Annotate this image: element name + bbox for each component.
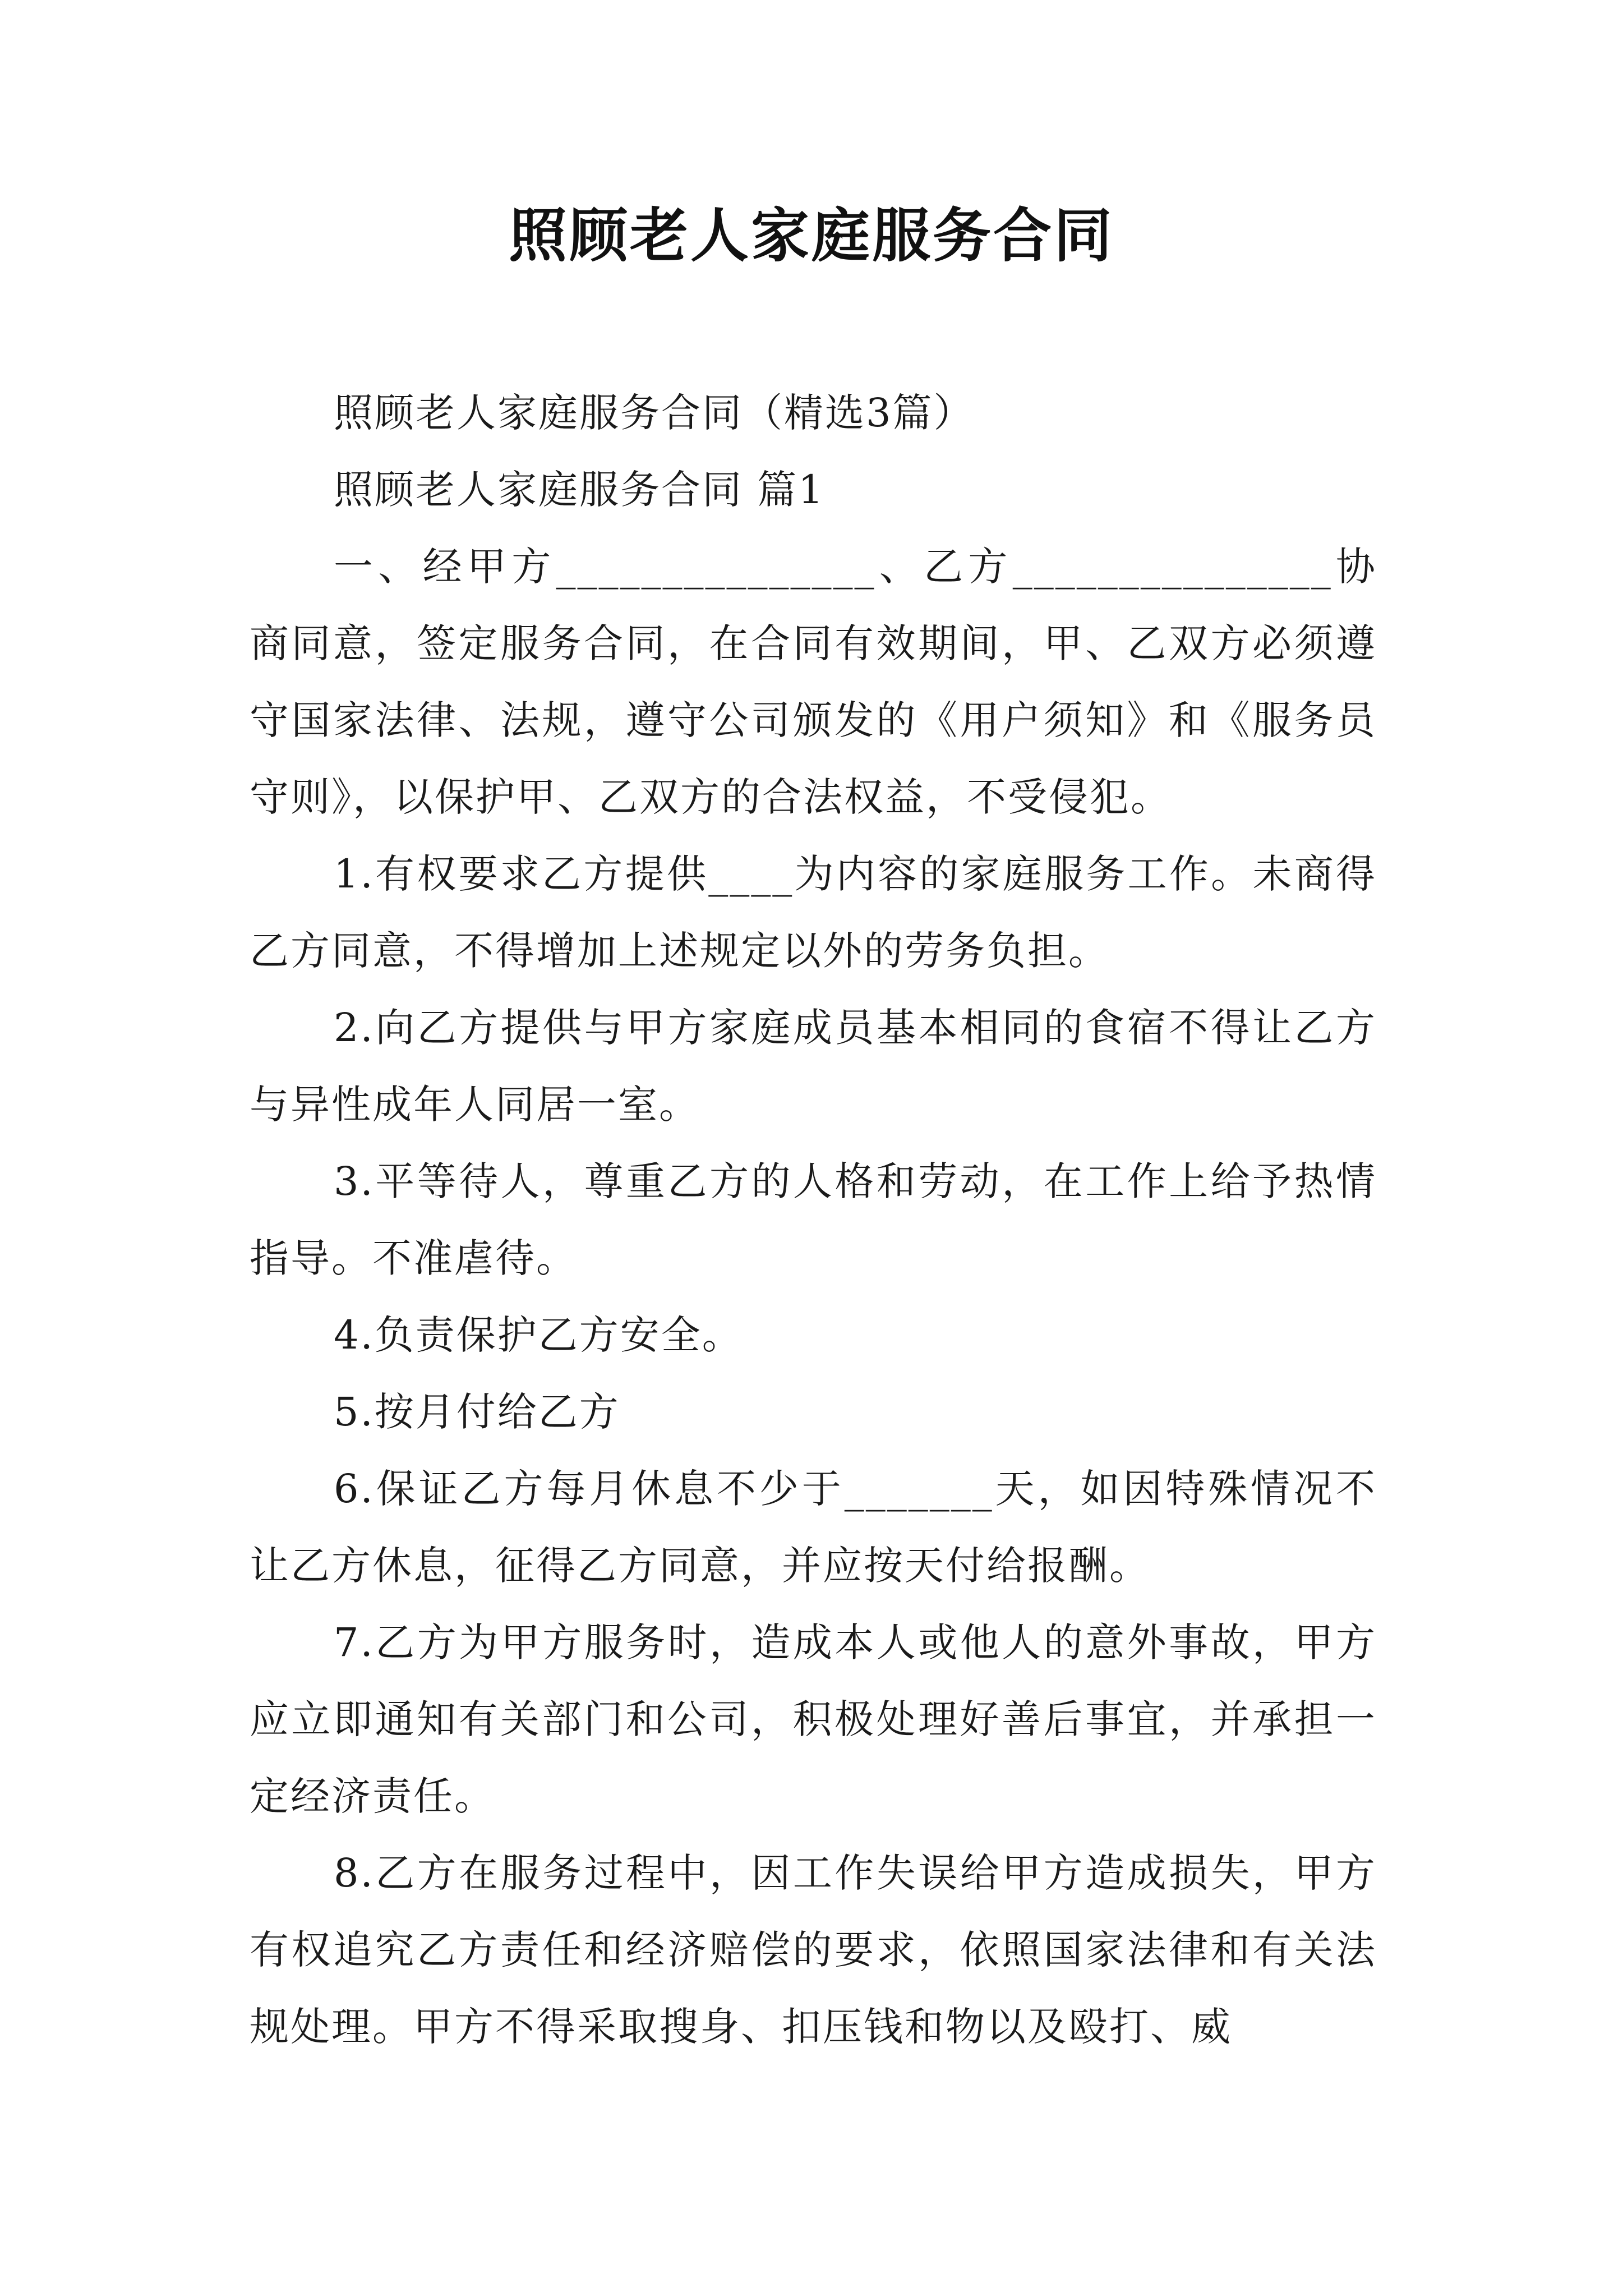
clause-3: 3.平等待人，尊重乙方的人格和劳动，在工作上给予热情指导。不准虐待。 [250, 1158, 1377, 1281]
clause-4: 4.负责保护乙方安全。 [334, 1312, 743, 1358]
document-body [250, 375, 1377, 2065]
paragraph: 一、经甲方_______________、乙方_______________协商同意，签定服务合同，在合同有效期间，甲、乙双方必须遵守国家法律、法规，遵守公司颁发的《用户须知》和《服务员守则》，以保护甲、乙双方的合法权益，不受侵犯。 [250, 544, 1377, 820]
document-subtitle: 照顾老人家庭服务合同（精选3篇） [334, 390, 975, 436]
section-heading: 照顾老人家庭服务合同 篇1 [334, 467, 825, 513]
clause-6: 6.保证乙方每月休息不少于_______天，如因特殊情况不让乙方休息，征得乙方同意，并应按天付给报酬。 [250, 1466, 1377, 1589]
clause-1: 1.有权要求乙方提供____为内容的家庭服务工作。未商得乙方同意，不得增加上述规定以外的劳务负担。 [250, 851, 1377, 974]
clause-8: 8.乙方在服务过程中，因工作失误给甲方造成损失，甲方有权追究乙方责任和经济赔偿的要求，依照国家法律和有关法规处理。甲方不得采取搜身、扣压钱和物以及殴打、威 [250, 1850, 1377, 2050]
document-title: 照顾老人家庭服务合同 [508, 201, 1114, 270]
clause-7: 7.乙方为甲方服务时，造成本人或他人的意外事故，甲方应立即通知有关部门和公司，积极处理好善后事宜，并承担一定经济责任。 [250, 1619, 1377, 1819]
clause-5: 5.按月付给乙方 [334, 1389, 620, 1435]
clause-2: 2.向乙方提供与甲方家庭成员基本相同的食宿不得让乙方与异性成年人同居一室。 [250, 1005, 1377, 1128]
